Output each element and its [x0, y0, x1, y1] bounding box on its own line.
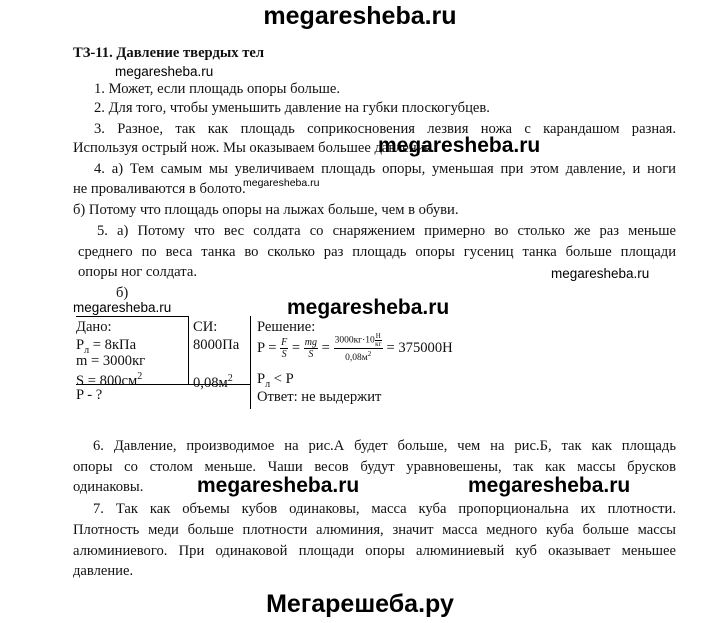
given-p-value: = 8кПа: [89, 337, 137, 353]
watermark-small-3: megaresheba.ru: [73, 300, 172, 315]
answer-7-line-4: давление.: [73, 563, 134, 579]
answer-3-line-1: 3. Разное, так как площадь соприкосновения лезвия ножа с карандашом разная.: [94, 121, 676, 137]
calc-unit-frac: [375, 333, 382, 348]
watermark-mid-1: megaresheba.ru: [378, 134, 541, 157]
answer-5-line-1: 5. а) Потому что вес солдата со снаряжением примерно во столько же раз меньше: [97, 223, 676, 239]
given-p-subscript: л: [84, 344, 90, 356]
formula-start: P =: [257, 340, 277, 357]
answer-7-line-3: алюминиевого. При одинаковой площади опоры алюминиевый куб оказывает меньшее: [73, 543, 676, 559]
watermark-mid-3: megaresheba.ru: [197, 474, 360, 497]
given-mass: m = 3000кг: [76, 353, 146, 369]
f-den: S: [281, 349, 287, 361]
given-p-symbol: P: [76, 337, 85, 353]
si-header: СИ:: [193, 319, 218, 335]
compare-rest: < P: [270, 371, 294, 387]
solution-answer: Ответ: не выдержит: [257, 389, 382, 405]
formula-eq-1: =: [291, 340, 301, 357]
si-area-exp: 2: [227, 373, 233, 384]
answer-6-line-3: одинаковы.: [73, 479, 144, 495]
find-value: P - ?: [76, 387, 103, 403]
answer-7-line-2: Плотность меди больше плотности алюминия, значит масса медного куба больше массы: [73, 522, 676, 538]
watermark-bottom[interactable]: Мегарешеба.ру: [266, 590, 454, 618]
answer-4-line-2: не проваливаются в болото.: [73, 181, 246, 197]
table-top-rule: [76, 316, 188, 317]
answer-6-line-2: опоры со столом меньше. Чаши весов будут уравновешены, так как массы брусков: [73, 459, 676, 475]
watermark-mid-4: megaresheba.ru: [468, 474, 631, 497]
compare-subscript: л: [265, 378, 271, 390]
answer-5-line-3: опоры ног солдата.: [78, 264, 197, 280]
watermark-mid-2: megaresheba.ru: [287, 296, 450, 319]
calc-num: [334, 333, 383, 349]
si-pressure: 8000Па: [193, 337, 240, 353]
given-area-exp: 2: [137, 371, 143, 382]
formula-eq-2: =: [321, 340, 330, 357]
watermark-tiny: megaresheba.ru: [243, 177, 320, 189]
answer-1: 1. Может, если площадь опоры больше.: [94, 81, 340, 97]
answer-5-line-2: среднего по веса танка во сколько раз площадь опоры гусениц танка больше площади: [78, 244, 676, 260]
solution-formula: [257, 333, 453, 364]
answer-4-line-1: 4. а) Тем самым мы увеличиваем площадь опоры, уменьшая при этом давление, и ноги: [94, 161, 676, 177]
answer-3-line-2: Используя острый нож. Мы оказываем большее давление.: [73, 140, 435, 156]
table-divider-1: [188, 316, 189, 384]
si-area-text: 0,08м: [193, 374, 228, 391]
table-divider-2: [250, 316, 251, 409]
mg-num: mg: [304, 337, 318, 349]
mg-den: S: [308, 349, 314, 361]
solution-header: Решение:: [257, 319, 316, 335]
fraction-calculation: [334, 333, 383, 364]
f-num: F: [281, 337, 288, 349]
answer-6-line-1: 6. Давление, производимое на рис.А будет больше, чем на рис.Б, так как площадь: [93, 438, 676, 454]
answer-7-line-1: 7. Так как объемы кубов одинаковы, масса куба пропорциональна их плотности.: [93, 501, 676, 517]
watermark-small-2: megaresheba.ru: [551, 266, 650, 281]
answer-4-b: б) Потому что площадь опоры на лыжах больше, чем в обуви.: [73, 202, 459, 218]
compare-symbol: P: [257, 371, 266, 387]
answer-2: 2. Для того, чтобы уменьшить давление на губки плоскогубцев.: [94, 100, 490, 116]
watermark-top[interactable]: megaresheba.ru: [263, 2, 457, 30]
calc-unit-den: кг: [375, 340, 382, 348]
answer-5-b: б): [116, 285, 129, 301]
calc-den-exp: 2: [367, 350, 372, 358]
watermark-small-1: megaresheba.ru: [115, 64, 214, 79]
fraction-f-over-s: [280, 337, 288, 360]
si-area: [193, 370, 233, 392]
calc-unit-num: Н: [375, 332, 381, 340]
given-header: Дано:: [76, 319, 112, 335]
calc-den: [334, 349, 383, 364]
calc-num-text: 3000кг·10: [334, 335, 375, 346]
formula-result: = 375000Н: [386, 340, 453, 357]
fraction-mg-over-s: [304, 337, 318, 360]
given-area-text: S = 800см: [76, 372, 138, 389]
section-title: ТЗ-11. Давление твердых тел: [73, 45, 265, 61]
calc-den-text: 0,08м: [345, 353, 368, 364]
